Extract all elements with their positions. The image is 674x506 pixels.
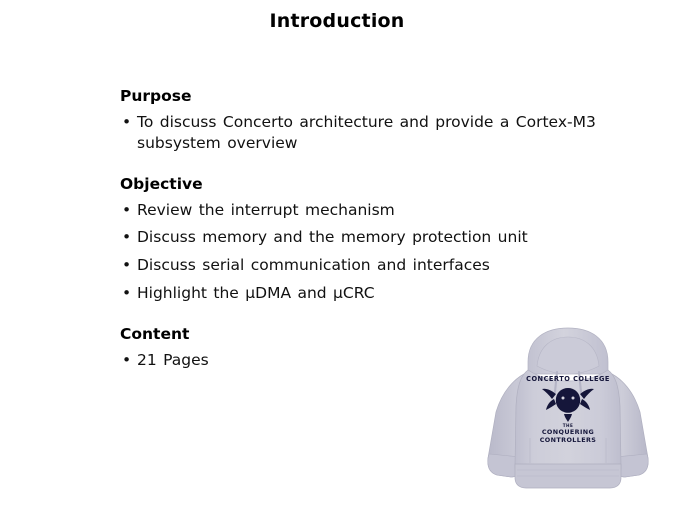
bullet-dot-icon: • bbox=[122, 200, 132, 219]
page-title: Introduction bbox=[269, 10, 405, 32]
bullet-dot-icon: • bbox=[122, 113, 132, 132]
bullet-dot-icon: • bbox=[122, 283, 132, 302]
section-heading-purpose: Purpose bbox=[120, 87, 192, 105]
bullet-dot-icon: • bbox=[122, 228, 132, 247]
bullet-text: Highlight the µDMA and µCRC bbox=[137, 283, 375, 302]
bullet-dot-icon: • bbox=[122, 256, 132, 275]
bullet-text: To discuss Concerto architecture and provide a Cortex-M3 subsystem overview bbox=[137, 113, 596, 152]
print-line-college: CONCERTO COLLEGE bbox=[526, 375, 610, 383]
print-line-controllers: CONTROLLERS bbox=[539, 436, 597, 444]
hoodie-illustration bbox=[484, 326, 652, 506]
bullet-text: 21 Pages bbox=[137, 350, 209, 369]
bullet-list-objective bbox=[120, 200, 620, 304]
print-line-the: THE bbox=[562, 423, 574, 428]
section-purpose bbox=[120, 88, 620, 154]
list-item bbox=[120, 255, 620, 276]
list-item bbox=[120, 283, 620, 304]
section-heading-objective: Objective bbox=[120, 174, 203, 193]
bullet-text: Review the interrupt mechanism bbox=[137, 200, 395, 219]
section-heading-content: Content bbox=[120, 324, 190, 343]
list-item bbox=[120, 227, 620, 248]
bullet-dot-icon: • bbox=[122, 350, 132, 369]
bullet-list-purpose bbox=[120, 112, 620, 154]
bullet-text: Discuss serial communication and interfaces bbox=[137, 256, 490, 275]
section-objective bbox=[120, 176, 620, 304]
list-item bbox=[120, 200, 620, 221]
bullet-text: Discuss memory and the memory protection unit bbox=[137, 228, 528, 247]
list-item bbox=[120, 112, 620, 154]
print-line-conquering: CONQUERING bbox=[541, 428, 595, 436]
spacer bbox=[120, 154, 620, 176]
spacer bbox=[120, 304, 620, 326]
hoodie-graphic bbox=[484, 326, 652, 506]
